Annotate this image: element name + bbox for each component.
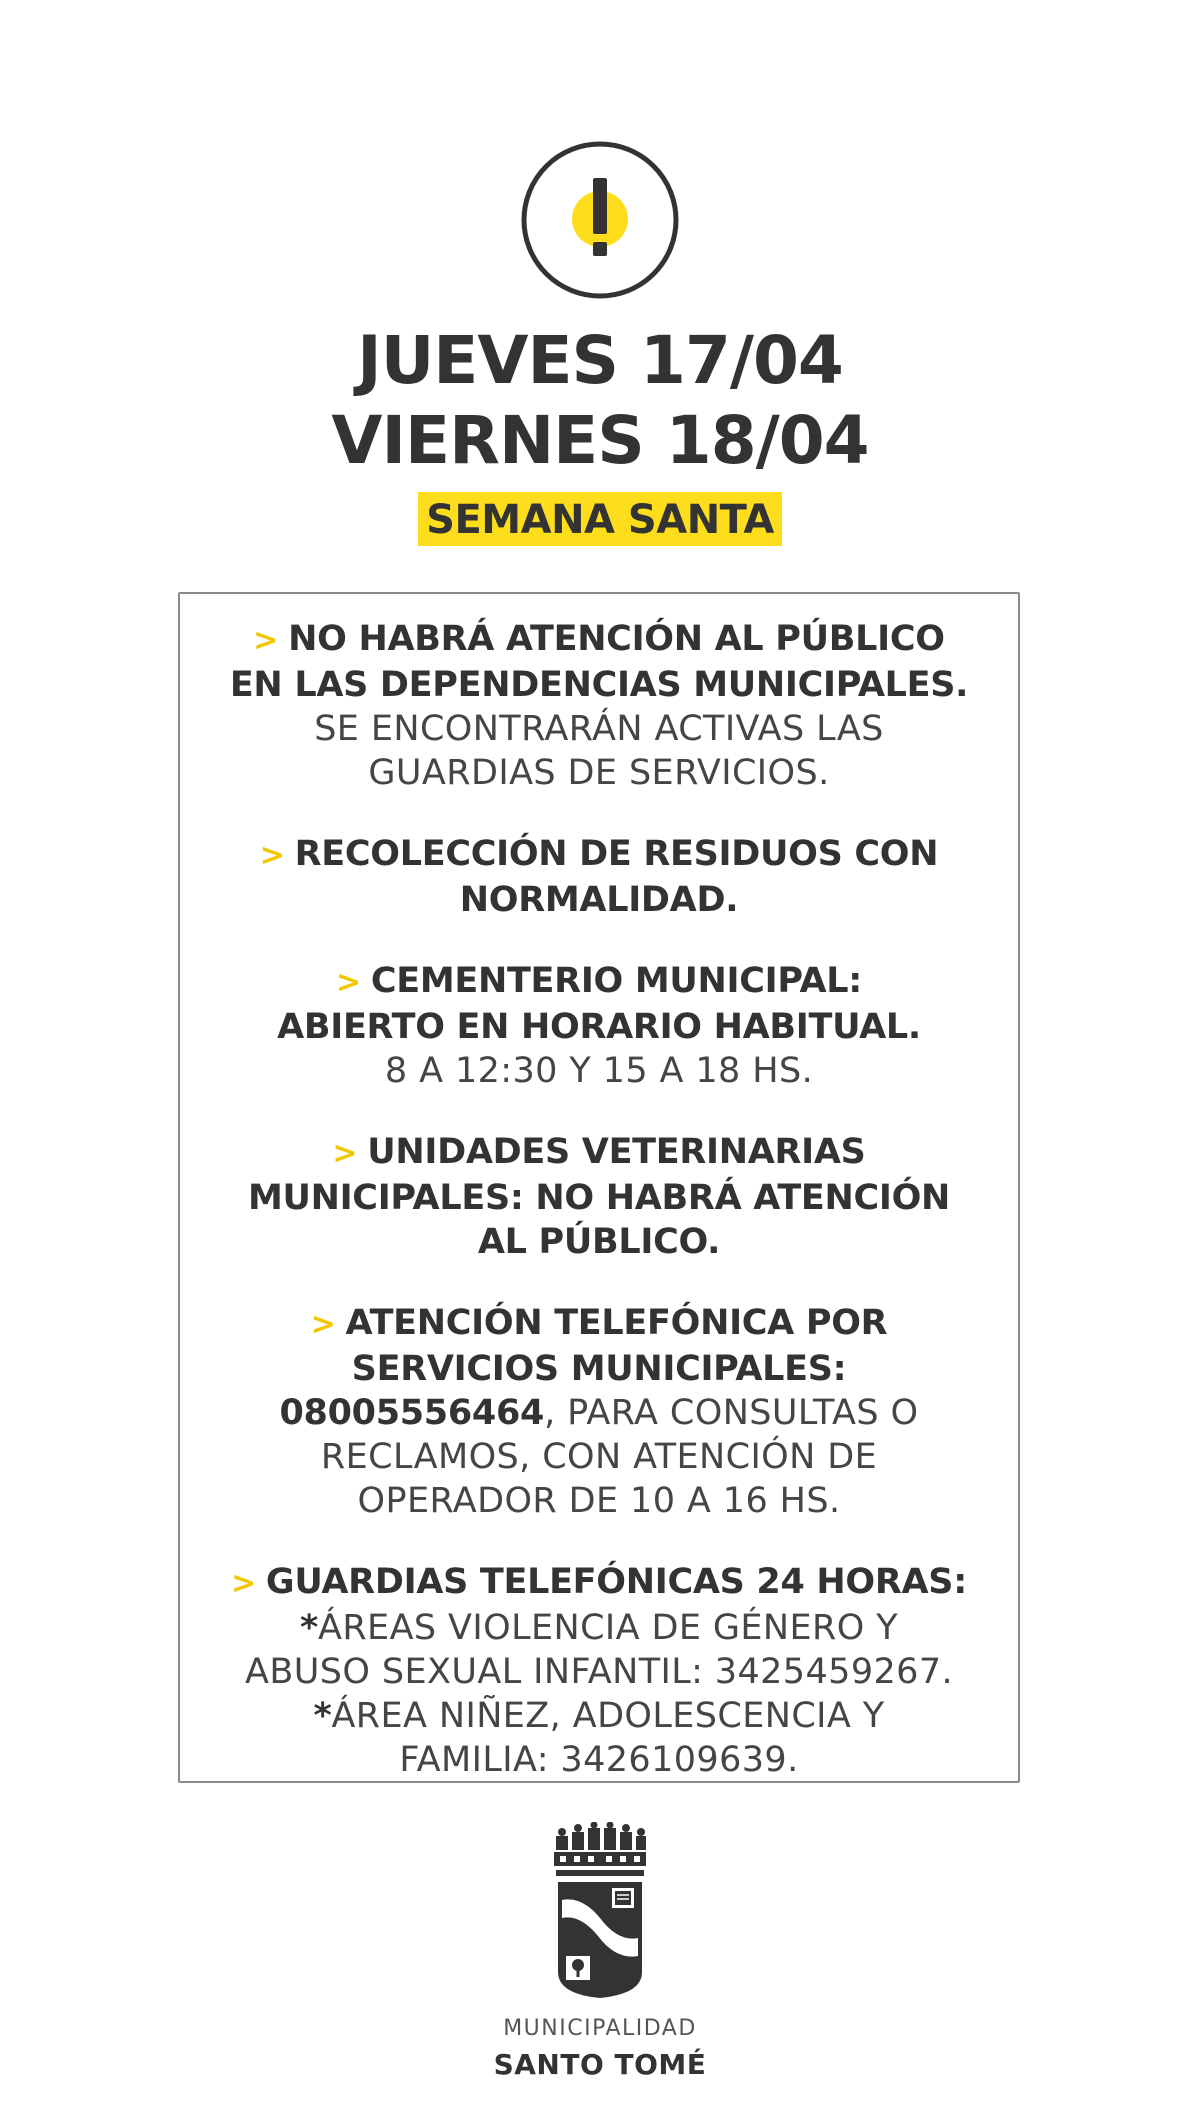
notice-title-text: NO HABRÁ ATENCIÓN AL PÚBLICO [288,619,945,659]
notice-item-phone-guards [180,1560,1018,1782]
arrow-marker-icon: > [253,623,279,658]
notice-title-line: NORMALIDAD. [459,880,739,920]
notice-title-line: AL PÚBLICO. [477,1222,721,1262]
notice-body-text: ÁREA NIÑEZ, ADOLESCENCIA Y [331,1696,885,1736]
notice-body-line: RECLAMOS, CON ATENCIÓN DE [320,1437,878,1477]
headline-date-thursday: JUEVES 17/04 [357,322,843,399]
notice-item-cemetery [180,959,1018,1093]
headline-date-friday: VIERNES 18/04 [331,402,869,479]
notice-body-text: ÁREAS VIOLENCIA DE GÉNERO Y [318,1608,898,1648]
asterisk-bullet: * [299,1608,318,1648]
arrow-marker-icon: > [310,1307,336,1342]
semana-santa-tag-wrap [0,492,1200,546]
notice-title-line [180,1130,1018,1176]
notice-body-line [180,1606,1018,1650]
notice-title-line [180,1560,1018,1606]
municipal-coat-of-arms-icon [552,1822,648,2000]
semana-santa-tag: SEMANA SANTA [418,492,782,546]
notice-body-line: OPERADOR DE 10 A 16 HS. [357,1481,841,1521]
notice-body-line [180,1391,1018,1435]
notice-body-line [180,1694,1018,1738]
arrow-marker-icon: > [231,1566,256,1601]
notice-body-line: GUARDIAS DE SERVICIOS. [368,753,830,793]
notice-item-phone-attention [180,1301,1018,1523]
notice-title-line: MUNICIPALES: NO HABRÁ ATENCIÓN [247,1178,951,1218]
notice-title-line: ABIERTO EN HORARIO HABITUAL. [277,1007,921,1047]
notice-item-waste-collection [180,832,1018,922]
org-name-line2: SANTO TOMÉ [493,2048,707,2081]
notice-list [180,617,1018,1819]
notice-title-line: SERVICIOS MUNICIPALES: [351,1349,847,1389]
arrow-marker-icon: > [259,838,285,873]
notice-title-text: ATENCIÓN TELEFÓNICA POR [345,1303,888,1343]
notice-body-line: FAMILIA: 3426109639. [399,1740,799,1780]
asterisk-bullet: * [313,1696,332,1736]
notice-item-public-attention [180,617,1018,795]
notice-body-line: 8 A 12:30 Y 15 A 18 HS. [384,1051,814,1091]
notice-title-line [180,617,1018,663]
notice-title-text: RECOLECCIÓN DE RESIDUOS CON [294,834,939,874]
phone-number[interactable]: 08005556464 [279,1393,545,1433]
notice-box [178,592,1020,1783]
notice-item-veterinary-units [180,1130,1018,1264]
notice-title-line: EN LAS DEPENDENCIAS MUNICIPALES. [229,665,969,705]
notice-body-line: ABUSO SEXUAL INFANTIL: 3425459267. [244,1652,954,1692]
notice-title-line [180,1301,1018,1347]
exclamation-circle-icon [521,141,679,299]
org-name-line1: MUNICIPALIDAD [503,2016,697,2041]
notice-title-text: CEMENTERIO MUNICIPAL: [370,961,862,1001]
notice-body-text: , PARA CONSULTAS O [544,1393,919,1433]
notice-title-line [180,832,1018,878]
notice-title-text: GUARDIAS TELEFÓNICAS 24 HORAS: [265,1562,967,1602]
arrow-marker-icon: > [336,965,361,1000]
notice-title-text: UNIDADES VETERINARIAS [367,1132,866,1172]
notice-body-line: SE ENCONTRARÁN ACTIVAS LAS [314,709,884,749]
notice-title-line [180,959,1018,1005]
arrow-marker-icon: > [332,1136,358,1171]
